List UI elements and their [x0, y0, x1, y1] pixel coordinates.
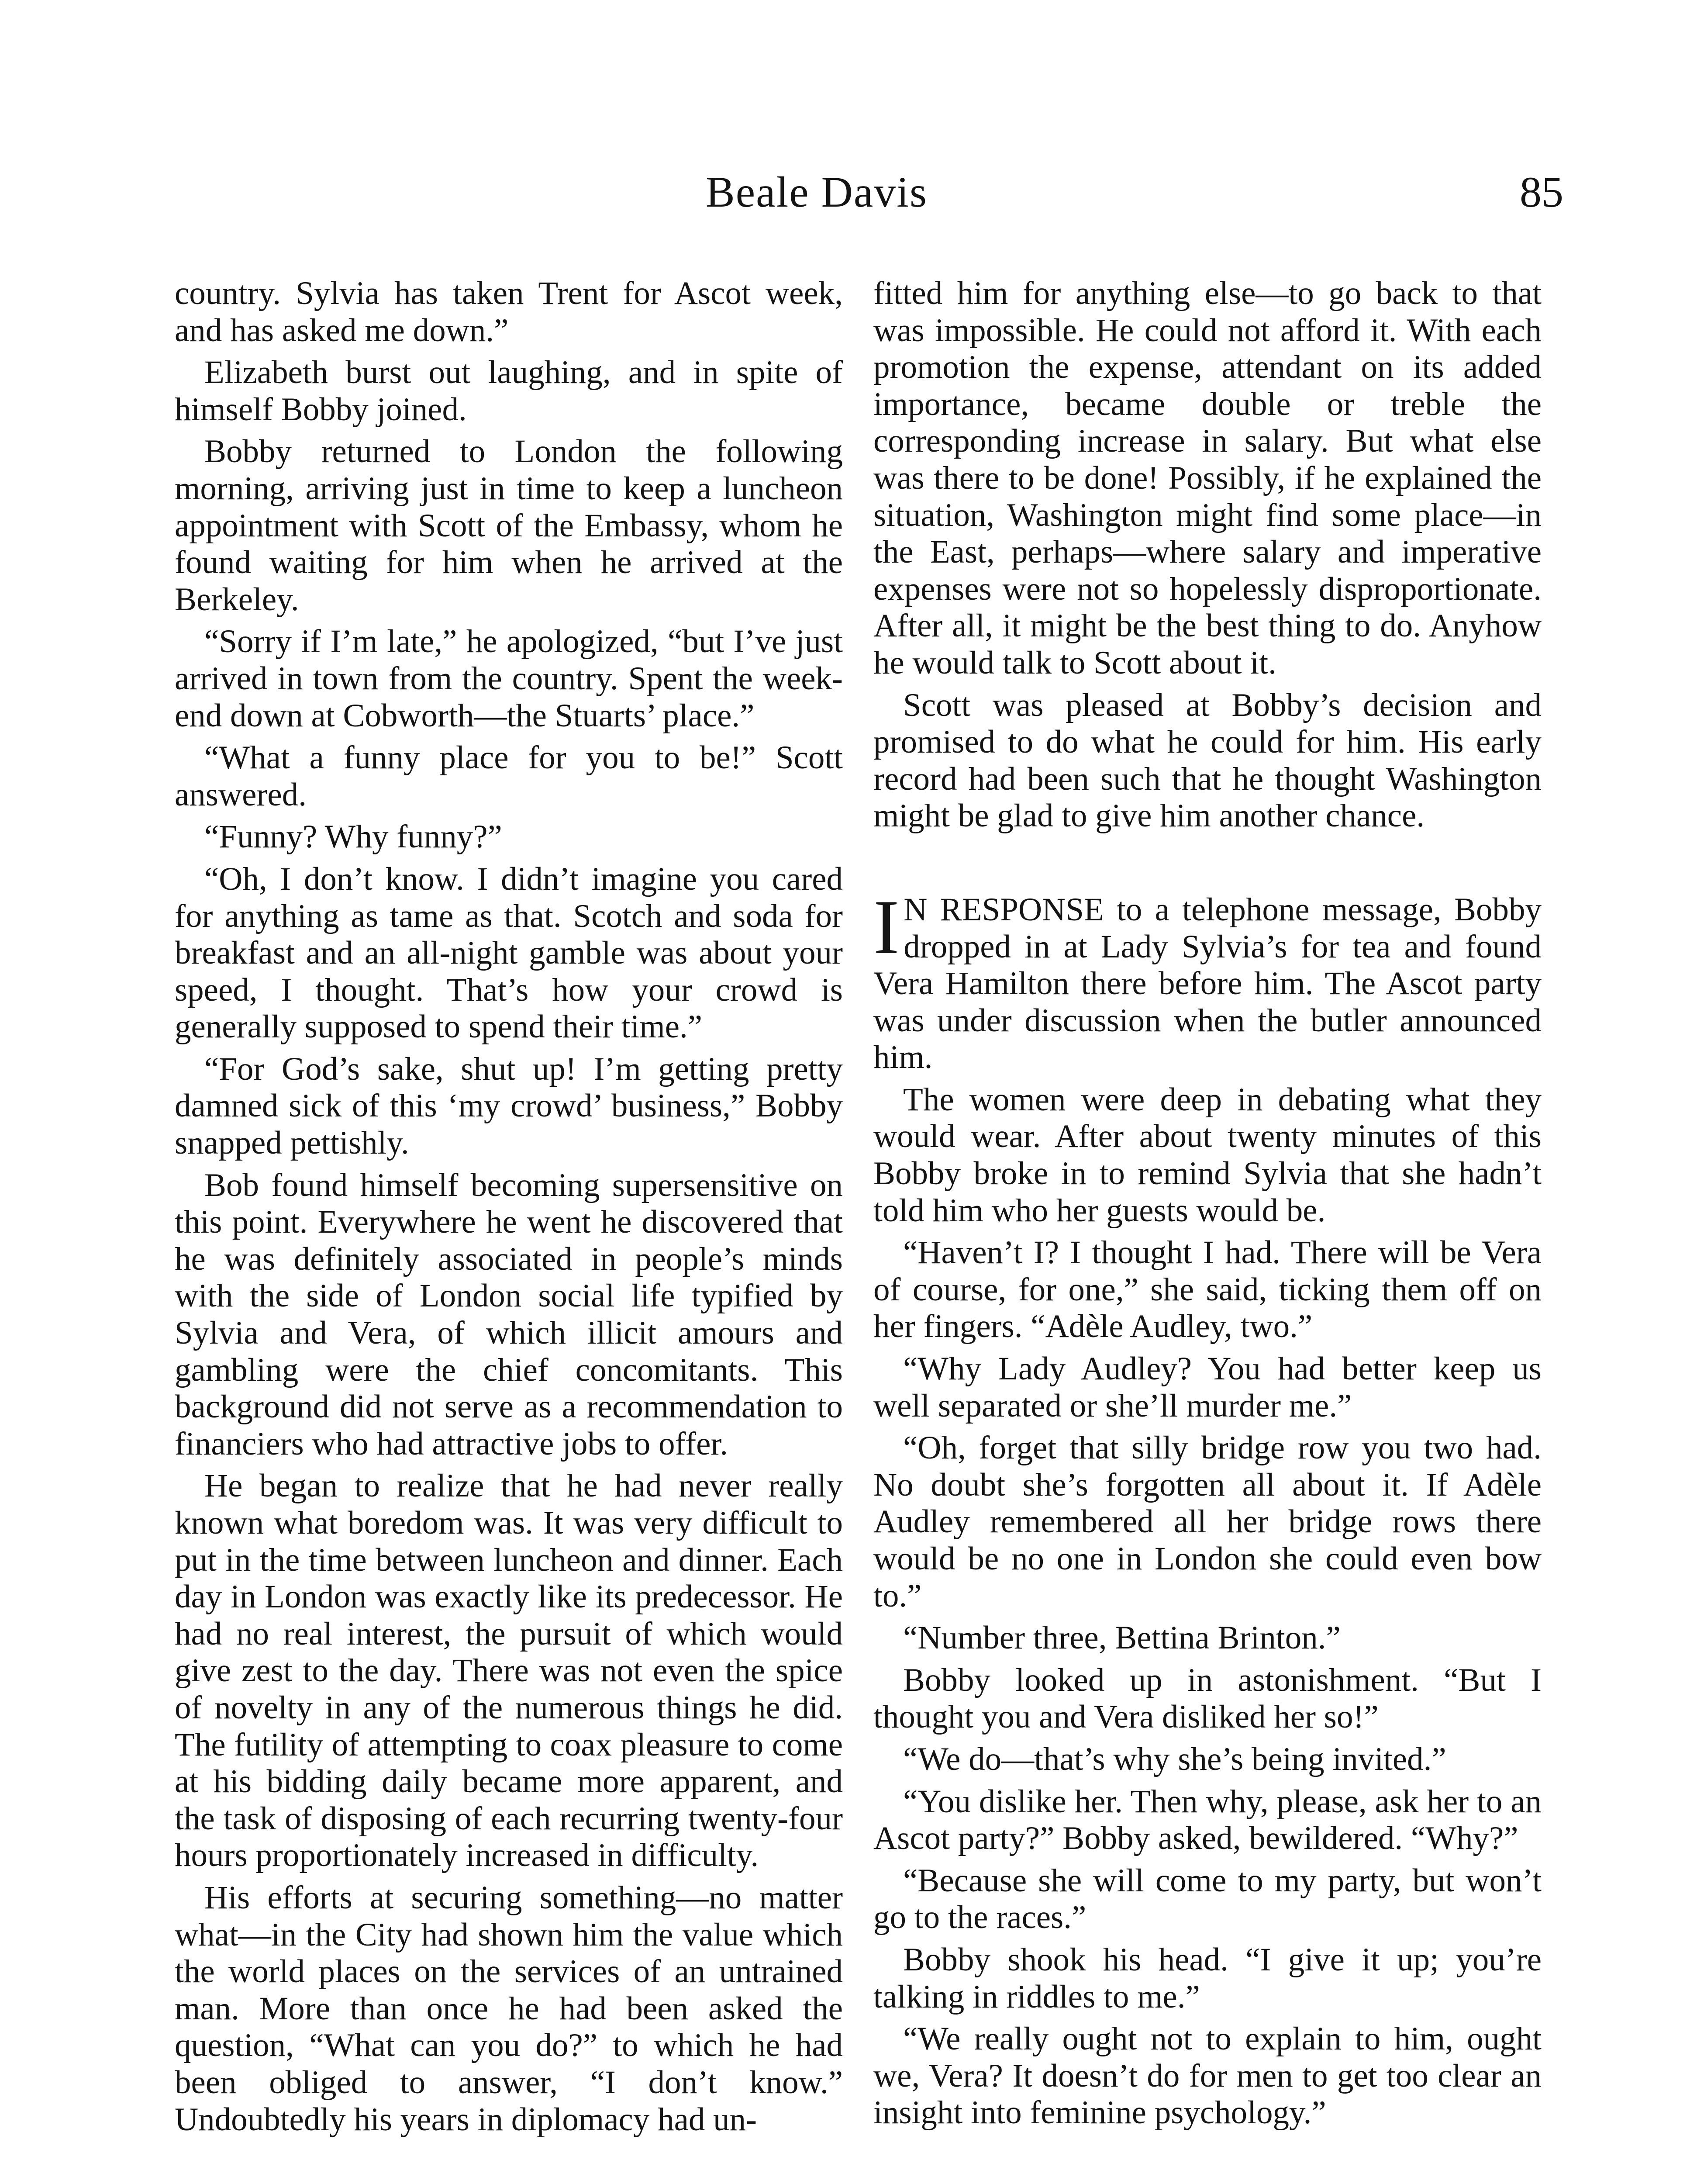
paragraph: “What a funny place for you to be!” Scott answered.: [175, 740, 843, 813]
section-lead-text: N RESPONSE to a telephone message, Bobby dropped in at Lady Sylvia’s for tea and found Vera Hamilton there before him. The Ascot party was under discussion when the butler announced him.: [873, 891, 1542, 1076]
paragraph: Bobby looked up in astonishment. “But I thought you and Vera disliked her so!”: [873, 1662, 1542, 1735]
paragraph: Elizabeth burst out laughing, and in spite of himself Bobby joined.: [175, 354, 843, 428]
left-column: [175, 275, 843, 2143]
paragraph: “We do—that’s why she’s being invited.”: [903, 1741, 1446, 1777]
paragraph: He began to realize that he had never really known what boredom was. It was very difficult to put in the time between luncheon and dinner. Each day in London was exactly like its predecessor. He had no real interest, the pursuit of which would give zest to the day. There was not even the spice of novelty in any of the numerous things he did. The futility of attempting to coax pleasure to come at his bidding daily became more apparent, and the task of disposing of each recurring twenty-four hours proportionately increased in difficulty.: [175, 1468, 843, 1874]
paragraph: “Why Lady Audley? You had better keep us well separated or she’ll murder me.”: [873, 1351, 1542, 1424]
paragraph: fitted him for anything else—to go back to that was impossible. He could not afford it. With each promotion the expense, attendant on its added importance, became double or treble the corresponding increase in salary. But what else was there to be done! Possibly, if he explained the situation, Washington might find some place—in the East, perhaps—where salary and imperative expenses were not so hopelessly disproportionate. After all, it might be the best thing to do. Anyhow he would talk to Scott about it.: [873, 275, 1542, 681]
paragraph: “Haven’t I? I thought I had. There will be Vera of course, for one,” she said, ticking them off on her fingers. “Adèle Audley, two.”: [873, 1234, 1542, 1345]
paragraph: “We really ought not to explain to him, ought we, Vera? It doesn’t do for men to get too clear an insight into feminine psychology.”: [873, 2021, 1542, 2131]
paragraph: The women were deep in debating what they would wear. After about twenty minutes of this Bobby broke in to remind Sylvia that she hadn’t told him who her guests would be.: [873, 1081, 1542, 1229]
paragraph: Bobby returned to London the following morning, arriving just in time to keep a luncheon appointment with Scott of the Embassy, whom he found waiting for him when he arrived at the Berkeley.: [175, 433, 843, 618]
paragraph: His efforts at securing something—no matter what—in the City had shown him the value which the world places on the services of an untrained man. More than once he had been asked the question, “What can you do?” to which he had been obliged to answer, “I don’t know.” Undoubtedly his years in diplomacy had un-: [175, 1879, 843, 2138]
paragraph: “Number three, Bettina Brinton.”: [903, 1620, 1341, 1656]
paragraph: “Sorry if I’m late,” he apologized, “but I’ve just arrived in town from the country. Spent the week-end down at Cobworth—the Stuarts’ place.”: [175, 623, 843, 734]
paragraph: “Funny? Why funny?”: [204, 819, 502, 855]
paragraph: “Because she will come to my party, but won’t go to the races.”: [873, 1862, 1542, 1936]
paragraph: Bobby shook his head. “I give it up; you’re talking in riddles to me.”: [873, 1941, 1542, 2015]
right-column: [873, 275, 1542, 2137]
paragraph: “Oh, I don’t know. I didn’t imagine you cared for anything as tame as that. Scotch and soda for breakfast and an all-night gamble was about your speed, I thought. That’s how your crowd is generally supposed to spend their time.”: [175, 860, 843, 1045]
drop-cap: I: [873, 883, 900, 970]
paragraph: “Oh, forget that silly bridge row you two had. No doubt she’s forgotten all about it. If Adèle Audley remembered all her bridge rows there would be no one in London she could even bow to.”: [873, 1430, 1542, 1614]
paragraph: Scott was pleased at Bobby’s decision and promised to do what he could for him. His early record had been such that he thought Washington might be glad to give him another chance.: [873, 687, 1542, 834]
section-opening-paragraph: [873, 883, 1542, 1076]
paragraph: “For God’s sake, shut up! I’m getting pretty damned sick of this ‘my crowd’ business,” Bobby snapped pettishly.: [175, 1051, 843, 1161]
running-head-title: Beale Davis: [706, 168, 928, 216]
paragraph: Bob found himself becoming supersensitive on this point. Everywhere he went he discovered that he was definitely associated in people’s minds with the side of London social life typified by Sylvia and Vera, of which illicit amours and gambling were the chief concomitants. This background did not serve as a recommendation to financiers who had attractive jobs to offer.: [175, 1167, 843, 1462]
paragraph: “You dislike her. Then why, please, ask her to an Ascot party?” Bobby asked, bewildered. “Why?”: [873, 1783, 1542, 1857]
paragraph: country. Sylvia has taken Trent for Ascot week, and has asked me down.”: [175, 275, 843, 349]
page-number: 85: [1520, 168, 1563, 216]
